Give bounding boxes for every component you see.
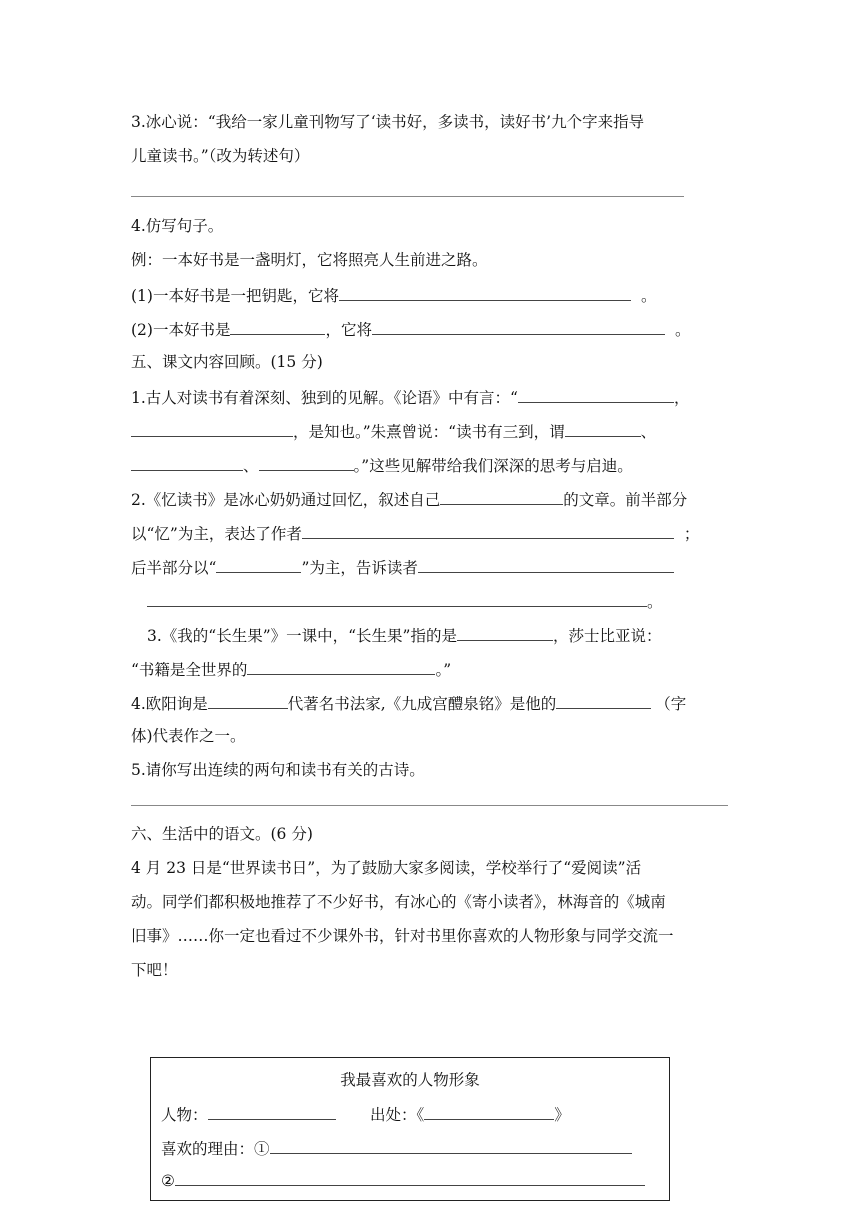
sec5-q2-text: 以“忆”为主，表达了作者: [131, 525, 302, 543]
q4-s2-mid: ，它将: [325, 321, 372, 339]
sec5-q1-text: ，是知也。”朱熹曾说：“读书有三到，谓: [293, 423, 565, 441]
q4-example: 例：一本好书是一盏明灯，它将照亮人生前进之路。: [131, 251, 488, 269]
reason-field-1[interactable]: [270, 1137, 632, 1154]
source-field[interactable]: [424, 1103, 554, 1120]
sec5-q1-line2: [131, 420, 656, 442]
source-label: 出处：《: [370, 1106, 425, 1124]
box-title: 我最喜欢的人物形象: [340, 1071, 480, 1089]
box-reason-row-2: [161, 1169, 645, 1191]
sep: 、: [243, 457, 259, 475]
sec5-q1-text: 1.古人对读书有着深刻、独到的见解。《论语》中有言：“: [131, 389, 518, 407]
q3-line2: 儿童读书。”（改为转述句）: [131, 147, 310, 165]
sec5-q3-text: 3.《我的“长生果”》一课中，“长生果”指的是: [147, 627, 457, 645]
sec5-q4-line2: 体)代表作之一。: [131, 727, 246, 745]
sec5-q1-line3: [131, 454, 633, 476]
q4-sentence-2: [131, 318, 691, 340]
sec5-q5: 5.请你写出连续的两句和读书有关的古诗。: [131, 761, 425, 779]
sec5-title: 五、课文内容回顾。(15 分): [131, 353, 323, 371]
sec5-q2-line2: [131, 522, 699, 544]
comma: ，: [673, 389, 690, 407]
sec5-q2-line3: [131, 556, 674, 578]
reason-field-2[interactable]: [175, 1169, 645, 1186]
sec5-q1-line1: [131, 386, 689, 408]
sec5-q2-text: 后半部分以“: [131, 559, 217, 577]
reason2-label: ②: [161, 1172, 175, 1190]
blank[interactable]: [518, 386, 674, 403]
sec6-title: 六、生活中的语文。(6 分): [131, 825, 313, 843]
q4-s2-text: (2)一本好书是: [131, 321, 231, 339]
q4-s2-end: 。: [674, 321, 691, 339]
blank[interactable]: [556, 692, 651, 709]
period: 。: [647, 593, 663, 611]
blank[interactable]: [208, 692, 288, 709]
sep: 、: [640, 423, 657, 441]
sec6-para-line3: 旧事》……你一定也看过不少课外书，针对书里你喜欢的人物形象与同学交流一: [131, 927, 674, 945]
sec5-q2-text: 2.《忆读书》是冰心奶奶通过回忆，叙述自己: [131, 491, 441, 509]
box-person-row: [161, 1103, 336, 1125]
q4-s1-text: (1)一本好书是一把钥匙，它将: [131, 287, 339, 305]
sec5-q4-text: 代著名书法家,《九成宫醴泉铭》是他的: [287, 695, 557, 713]
source-end: 》: [554, 1106, 570, 1124]
blank[interactable]: [131, 454, 243, 471]
answer-line[interactable]: [131, 805, 728, 806]
blank[interactable]: [247, 658, 435, 675]
sec5-q3-text: “书籍是全世界的: [131, 661, 248, 679]
sec5-q2-line4: [147, 590, 663, 612]
sec5-q2-text: 的文章。前半部分: [563, 491, 688, 509]
sec6-para-line1: 4 月 23 日是“世界读书日”，为了鼓励大家多阅读，学校举行了“爱阅读”活: [131, 859, 642, 877]
reason-label: 喜欢的理由：①: [161, 1140, 270, 1158]
answer-line[interactable]: [131, 196, 684, 197]
q4-title: 4.仿写句子。: [131, 217, 224, 235]
sec6-para-line4: 下吧！: [131, 961, 178, 979]
person-field[interactable]: [208, 1103, 336, 1120]
sec5-q2-text: ”为主，告诉读者: [301, 559, 418, 577]
blank[interactable]: [440, 488, 563, 505]
blank[interactable]: [372, 318, 665, 335]
q3-line1: 3.冰心说：“我给一家儿童刊物写了‘读书好，多读书，读好书’九个字来指导: [131, 113, 645, 131]
sec6-para-line2: 动。同学们都积极地推荐了不少好书，有冰心的《寄小读者》，林海音的《城南: [131, 893, 666, 911]
sec5-q3-line2: [131, 658, 451, 680]
q4-s1-end: 。: [640, 287, 657, 305]
sec5-q4-text: （字: [655, 695, 687, 713]
blank[interactable]: [147, 590, 647, 607]
semicolon: ；: [683, 525, 700, 543]
sec5-q4-text: 4.欧阳询是: [131, 695, 208, 713]
box-reason-row-1: [161, 1137, 632, 1159]
sec5-q3-line1: [147, 624, 662, 646]
blank[interactable]: [259, 454, 354, 471]
sec5-q3-text: 。”: [435, 661, 452, 679]
sec5-q4-line1: [131, 692, 686, 714]
sec5-q3-text: ，莎士比亚说：: [553, 627, 662, 645]
box-source-row: [370, 1103, 570, 1125]
sec5-q1-text: 。”这些见解带给我们深深的思考与启迪。: [353, 457, 633, 475]
blank[interactable]: [457, 624, 553, 641]
sec5-q2-line1: [131, 488, 687, 510]
person-label: 人物：: [161, 1106, 208, 1124]
blank[interactable]: [131, 420, 293, 437]
blank[interactable]: [339, 284, 631, 301]
q4-sentence-1: [131, 284, 656, 306]
blank[interactable]: [302, 522, 674, 539]
blank[interactable]: [565, 420, 641, 437]
blank[interactable]: [230, 318, 325, 335]
favorite-character-box: [150, 1057, 670, 1201]
blank[interactable]: [216, 556, 301, 573]
blank[interactable]: [418, 556, 674, 573]
